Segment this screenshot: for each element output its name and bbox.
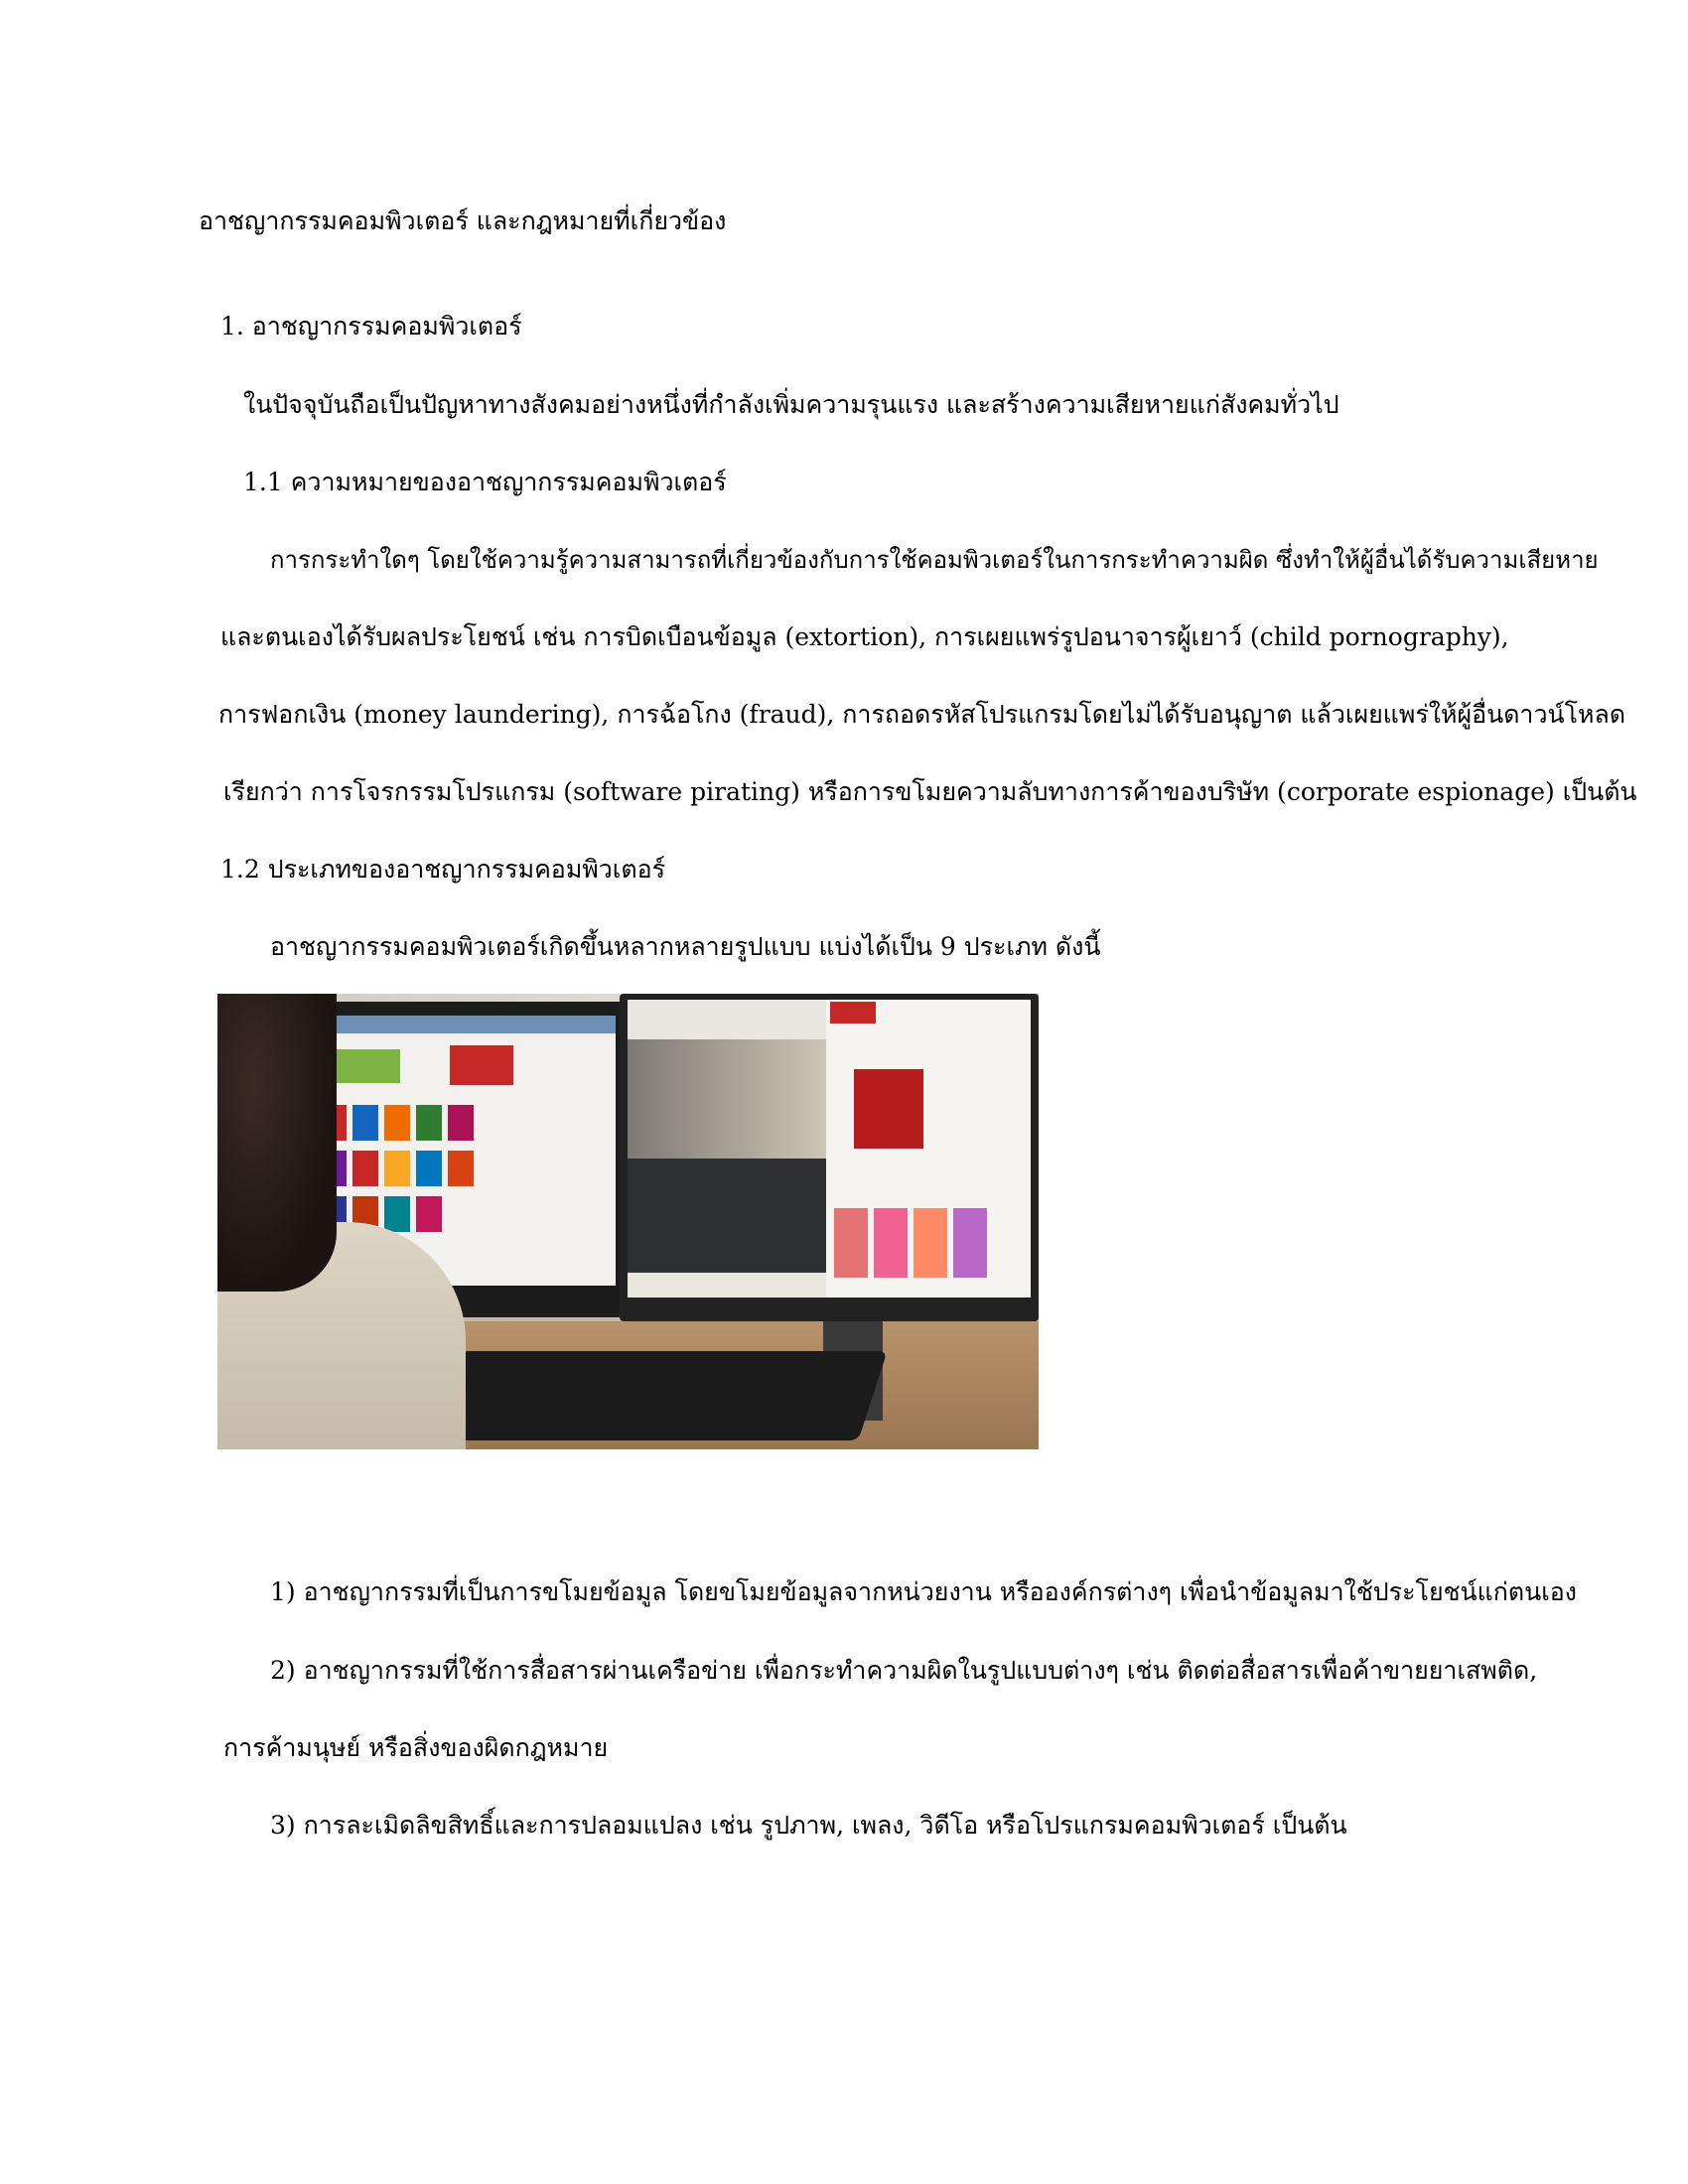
- section-1-intro: ในปัจจุบันถือเป็นปัญหาทางสังคมอย่างหนึ่งที่กำลังเพิ่มความรุนแรง และสร้างความเสียหายแก่สังคมทั่วไป: [243, 390, 1339, 419]
- photo-site-banner: [450, 1045, 513, 1085]
- section-1-heading: 1. อาชญากรรมคอมพิวเตอร์: [220, 312, 522, 341]
- photo-right-monitor: [620, 994, 1039, 1321]
- photo-person-hair: [217, 994, 337, 1292]
- photo-video-panel: [628, 1039, 831, 1159]
- photo-right-screen: [628, 1000, 1031, 1297]
- photo-magazine-tile: [384, 1105, 410, 1141]
- photo-relax-logo: [830, 1002, 876, 1024]
- photo-magazine-cover: [874, 1208, 908, 1278]
- photo-computer-monitors: [217, 994, 1039, 1449]
- photo-magazine-tile: [416, 1196, 442, 1232]
- definition-line: และตนเองได้รับผลประโยชน์ เช่น การบิดเบือนข้อมูล (extortion), การเผยแพร่รูปอนาจารผู้เยาว์ (child pornography),: [220, 622, 1509, 651]
- photo-magazine-tile: [384, 1151, 410, 1186]
- photo-magazine-tile: [448, 1151, 474, 1186]
- definition-line: การฟอกเงิน (money laundering), การฉ้อโกง (fraud), การถอดรหัสโปรแกรมโดยไม่ได้รับอนุญาต แล้วเผยแพร่ให้ผู้อื่นดาวน์โหลด: [218, 700, 1626, 729]
- definition-line: เรียกว่า การโจรกรรมโปรแกรม (software pirating) หรือการขโมยความลับทางการค้าของบริษัท (corporate espionage) เป็นต้น: [223, 777, 1637, 806]
- list-item-continuation: การค้ามนุษย์ หรือสิ่งของผิดกฎหมาย: [223, 1733, 609, 1762]
- photo-dark-panel: [628, 1159, 826, 1273]
- photo-magazine-tile: [352, 1151, 378, 1186]
- photo-browser-bar: [301, 1016, 616, 1033]
- section-1-1-heading: 1.1 ความหมายของอาชญากรรมคอมพิวเตอร์: [243, 468, 727, 496]
- photo-magazine-tile: [384, 1196, 410, 1232]
- section-1-2-intro: อาชญากรรมคอมพิวเตอร์เกิดขึ้นหลากหลายรูปแบบ แบ่งได้เป็น 9 ประเภท ดังนี้: [270, 932, 1101, 961]
- photo-magazine-tile: [352, 1105, 378, 1141]
- list-item: 3) การละเมิดลิขสิทธิ์และการปลอมแปลง เช่น รูปภาพ, เพลง, วิดีโอ หรือโปรแกรมคอมพิวเตอร์ เป็นต้น: [270, 1811, 1347, 1840]
- photo-magazine-cover: [953, 1208, 987, 1278]
- photo-magazine-tile: [448, 1105, 474, 1141]
- list-item: 2) อาชญากรรมที่ใช้การสื่อสารผ่านเครือข่าย เพื่อกระทำความผิดในรูปแบบต่างๆ เช่น ติดต่อสื่อสารเพื่อค้าขายยาเสพติด,: [270, 1656, 1538, 1685]
- photo-histoire-cover: [854, 1069, 923, 1149]
- photo-magazine-tile: [416, 1151, 442, 1186]
- definition-line: การกระทำใดๆ โดยใช้ความรู้ความสามารถที่เกี่ยวข้องกับการใช้คอมพิวเตอร์ในการกระทำความผิด ซึ่งทำให้ผู้อื่นได้รับความเสียหาย: [270, 546, 1599, 574]
- list-item: 1) อาชญากรรมที่เป็นการขโมยข้อมูล โดยขโมยข้อมูลจากหน่วยงาน หรือองค์กรต่างๆ เพื่อนำข้อมูลมาใช้ประโยชน์แก่ตนเอง: [270, 1577, 1577, 1606]
- photo-magazine-tile: [416, 1105, 442, 1141]
- section-1-2-heading: 1.2 ประเภทของอาชญากรรมคอมพิวเตอร์: [220, 855, 666, 884]
- photo-magazine-cover: [914, 1208, 947, 1278]
- photo-keyboard: [431, 1351, 887, 1440]
- photo-magazine-cover: [834, 1208, 868, 1278]
- page-title: อาชญากรรมคอมพิวเตอร์ และกฎหมายที่เกี่ยวข้อง: [199, 206, 727, 235]
- photo-magazine-site: [826, 1000, 1031, 1297]
